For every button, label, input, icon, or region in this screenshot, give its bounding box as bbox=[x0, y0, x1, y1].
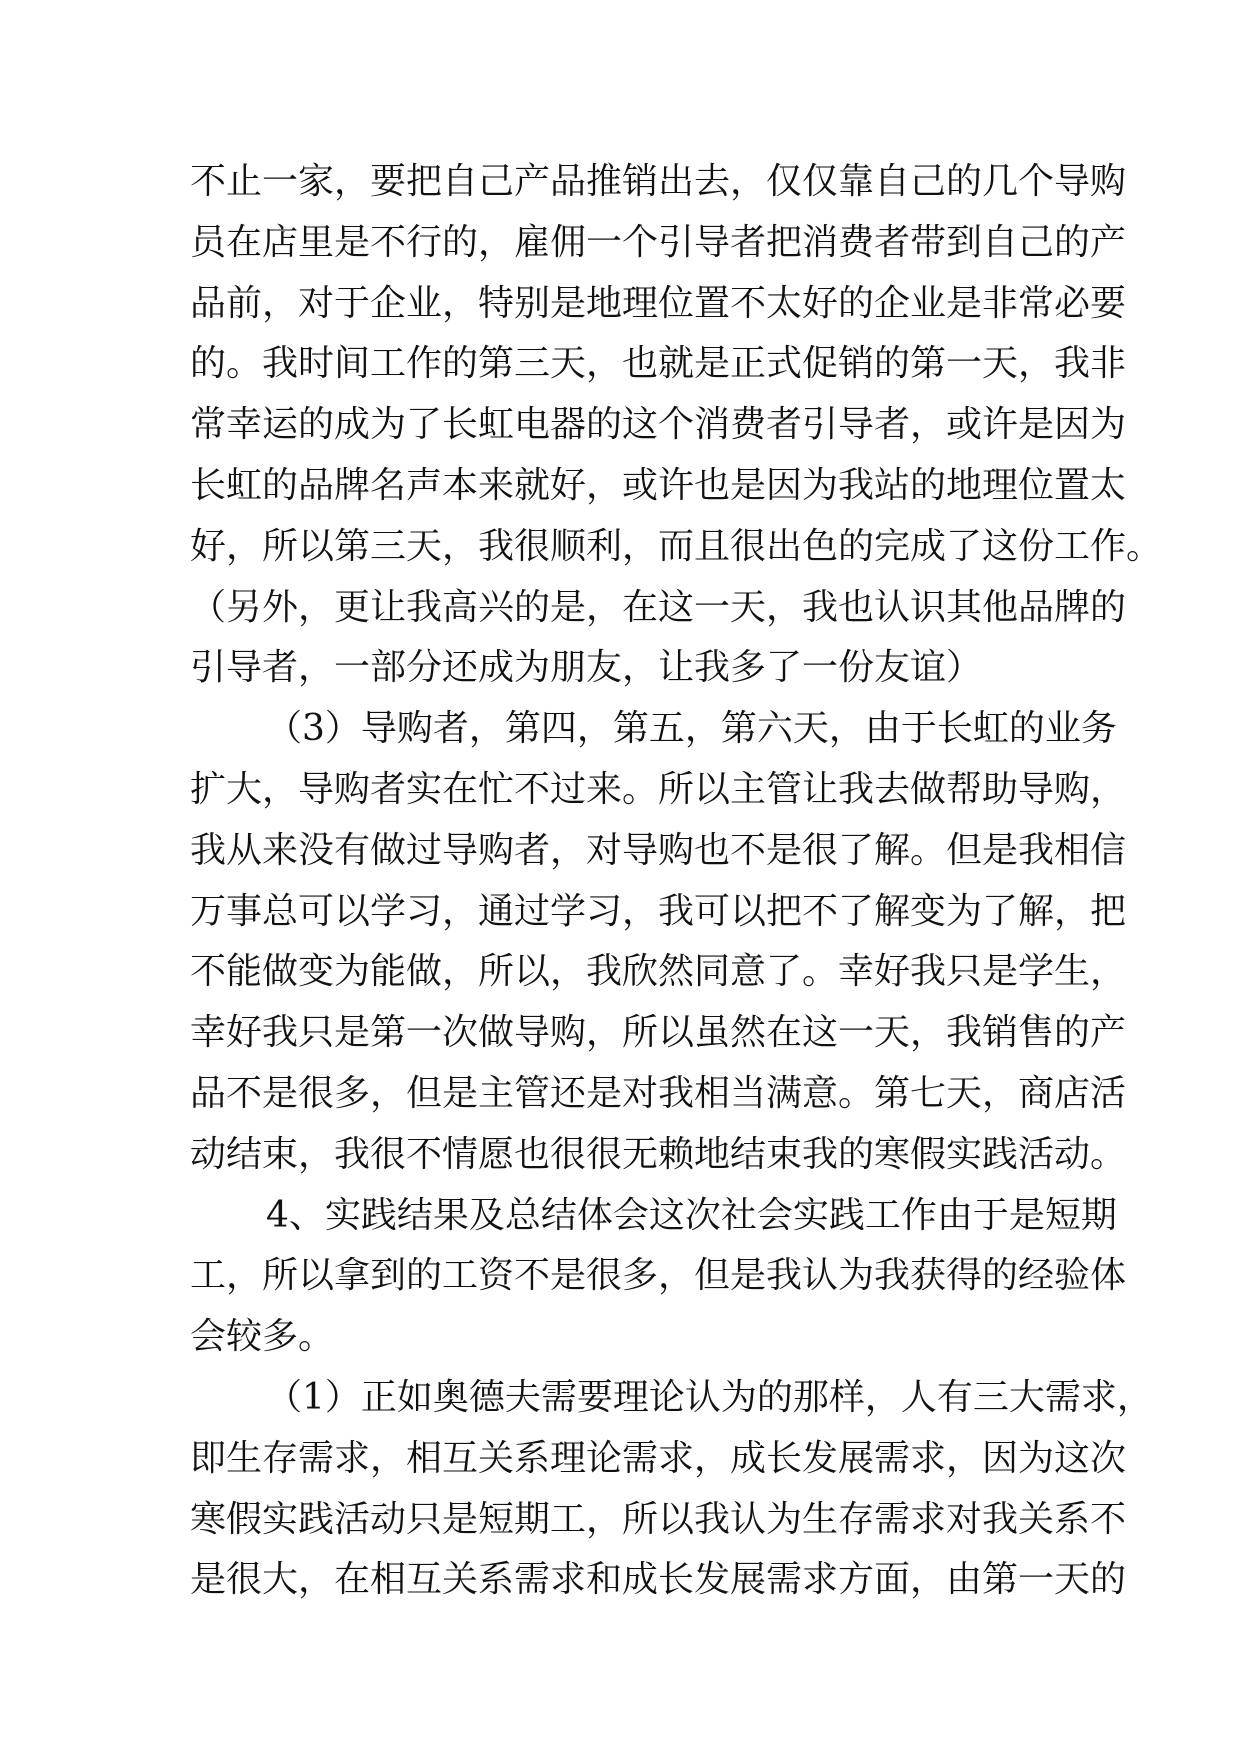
text-line: 常幸运的成为了长虹电器的这个消费者引导者，或许是因为 bbox=[190, 404, 1127, 446]
text-line: 长虹的品牌名声本来就好，或许也是因为我站的地理位置太 bbox=[190, 464, 1127, 506]
text-line: 即生存需求，相互关系理论需求，成长发展需求，因为这次 bbox=[190, 1437, 1127, 1479]
text-line: 我从来没有做过导购者，对导购也不是很了解。但是我相信 bbox=[190, 829, 1127, 871]
text-line: 不止一家，要把自己产品推销出去，仅仅靠自己的几个导购 bbox=[190, 161, 1127, 202]
text-line: 员在店里是不行的，雇佣一个引导者把消费者带到自己的产 bbox=[190, 221, 1127, 263]
paragraph-first-line: 4、实践结果及总结体会这次社会实践工作由于是短期 bbox=[266, 1194, 1117, 1236]
text-line: 好，所以第三天，我很顺利，而且很出色的完成了这份工作。 bbox=[190, 525, 1163, 567]
text-line: 会较多。 bbox=[190, 1316, 335, 1358]
text-line: （另外，更让我高兴的是，在这一天，我也认识其他品牌的 bbox=[190, 586, 1127, 628]
text-line: 寒假实践活动只是短期工，所以我认为生存需求对我关系不 bbox=[190, 1498, 1127, 1540]
text-line: 幸好我只是第一次做导购，所以虽然在这一天，我销售的产 bbox=[190, 1012, 1127, 1054]
text-line: 是很大，在相互关系需求和成长发展需求方面，由第一天的 bbox=[190, 1559, 1127, 1601]
document-body bbox=[190, 152, 1163, 1611]
paragraph-first-line: （1）正如奥德夫需要理论认为的那样，人有三大需求， bbox=[266, 1376, 1153, 1418]
text-line: 动结束，我很不情愿也很很无赖地结束我的寒假实践活动。 bbox=[190, 1133, 1127, 1175]
paragraph-first-line: （3）导购者，第四，第五，第六天，由于长虹的业务 bbox=[266, 708, 1117, 750]
text-line: 品不是很多，但是主管还是对我相当满意。第七天，商店活 bbox=[190, 1072, 1127, 1114]
text-line: 扩大，导购者实在忙不过来。所以主管让我去做帮助导购， bbox=[190, 768, 1127, 810]
text-line: 品前，对于企业，特别是地理位置不太好的企业是非常必要 bbox=[190, 282, 1127, 324]
text-line: 不能做变为能做，所以，我欣然同意了。幸好我只是学生， bbox=[190, 951, 1127, 993]
text-line: 的。我时间工作的第三天，也就是正式促销的第一天，我非 bbox=[190, 343, 1127, 385]
text-line: 工，所以拿到的工资不是很多，但是我认为我获得的经验体 bbox=[190, 1255, 1127, 1297]
text-line: 万事总可以学习，通过学习，我可以把不了解变为了解，把 bbox=[190, 890, 1127, 932]
text-line: 引导者，一部分还成为朋友，让我多了一份友谊） bbox=[190, 647, 983, 689]
